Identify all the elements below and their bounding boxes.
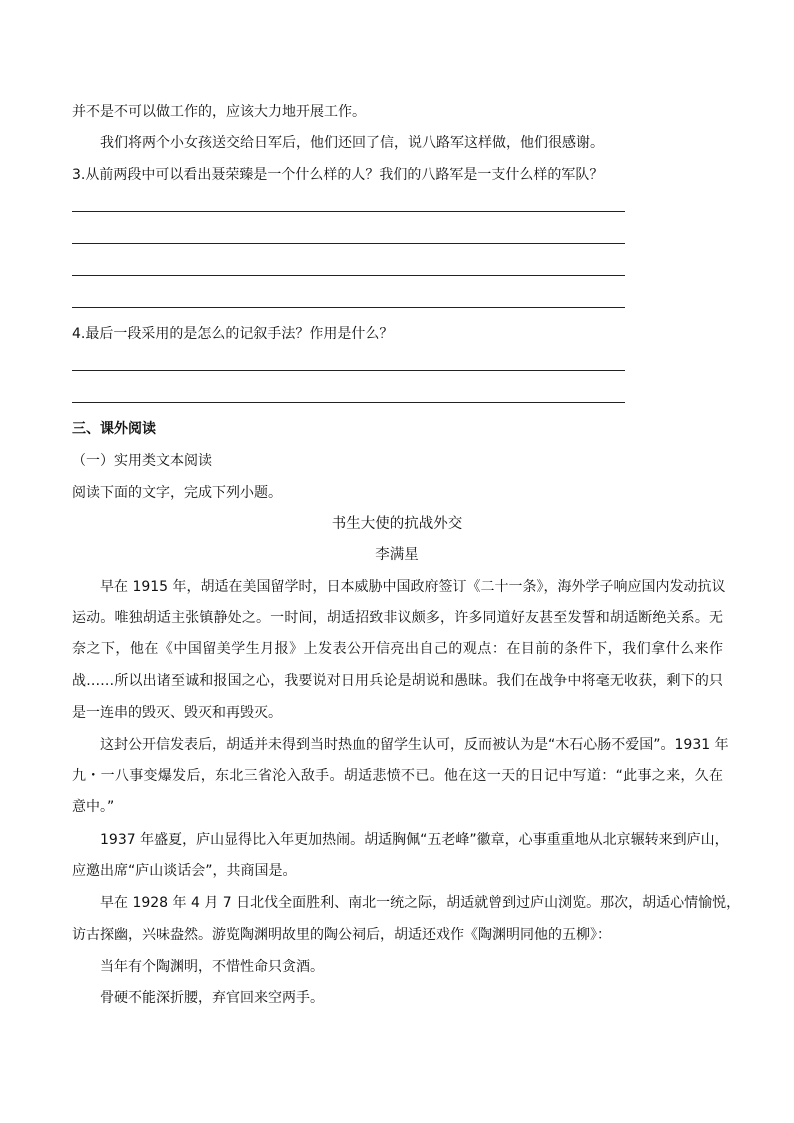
top-paragraph-1: 并不是不可以做工作的，应该大力地开展工作。 (72, 104, 366, 120)
subsection-heading: （一）实用类文本阅读 (72, 453, 212, 469)
answer-line[interactable] (72, 243, 625, 244)
poem-line-1: 当年有个陶渊明，不惜性命只贪酒。 (100, 959, 324, 975)
section-heading: 三、课外阅读 (72, 421, 156, 437)
answer-line[interactable] (72, 275, 625, 276)
article-paragraph-2-line: 九・一八事变爆发后，东北三省沦入敌手。胡适悲愤不已。他在这一天的日记中写道：“此事之来，久在 (72, 768, 723, 784)
article-paragraph-1-line: 奈之下，他在《中国留美学生月报》上发表公开信亮出自己的观点：在目前的条件下，我们拿什么来作 (72, 641, 723, 657)
article-paragraph-4-line: 早在 1928 年 4 月 7 日北伐全面胜利、南北一统之际，胡适就曾到过庐山浏览。那次，胡适心情愉悦， (100, 895, 741, 911)
article-paragraph-2-line: 这封公开信发表后，胡适并未得到当时热血的留学生认可，反而被认为是“木石心肠不爱国”。1931 年 (100, 737, 729, 753)
article-author: 李满星 (375, 547, 419, 563)
answer-line[interactable] (72, 211, 625, 212)
article-paragraph-3-line: 1937 年盛夏，庐山显得比入年更加热闹。胡适胸佩“五老峰”徽章，心事重重地从北京辗转来到庐山， (100, 832, 729, 848)
article-paragraph-1-line: 战……所以出诸至诚和报国之心，我要说对日用兵论是胡说和愚昧。我们在战争中将毫无收获，剩下的只 (72, 673, 723, 689)
poem-line-2: 骨硬不能深折腰，弃官回来空两手。 (100, 990, 324, 1006)
article-paragraph-3-line: 应邀出席“庐山谈话会”，共商国是。 (72, 863, 297, 879)
article-paragraph-4-line: 访古探幽，兴味盎然。游览陶渊明故里的陶公祠后，胡适还戏作《陶渊明同他的五柳》： (72, 927, 611, 943)
instruction: 阅读下面的文字，完成下列小题。 (72, 485, 282, 501)
question-3: 3.从前两段中可以看出聂荣臻是一个什么样的人？我们的八路军是一支什么样的军队？ (72, 167, 604, 183)
article-paragraph-1-line: 早在 1915 年，胡适在美国留学时，日本威胁中国政府签订《二十一条》，海外学子响应国内发动抗议 (100, 579, 726, 595)
answer-line[interactable] (72, 307, 625, 308)
answer-line[interactable] (72, 370, 625, 371)
article-paragraph-2-line: 意中。” (72, 799, 115, 815)
article-paragraph-1-line: 是一连串的毁灭、毁灭和再毁灭。 (72, 705, 282, 721)
answer-line[interactable] (72, 402, 625, 403)
top-paragraph-2: 我们将两个小女孩送交给日军后，他们还回了信，说八路军这样做，他们很感谢。 (100, 135, 604, 151)
article-paragraph-1-line: 运动。唯独胡适主张镇静处之。一时间，胡适招致非议颇多，许多同道好友甚至发誓和胡适断绝关系。无 (72, 610, 723, 626)
article-title: 书生大使的抗战外交 (331, 516, 463, 532)
question-4: 4.最后一段采用的是怎么的记叙手法？作用是什么？ (72, 326, 394, 342)
